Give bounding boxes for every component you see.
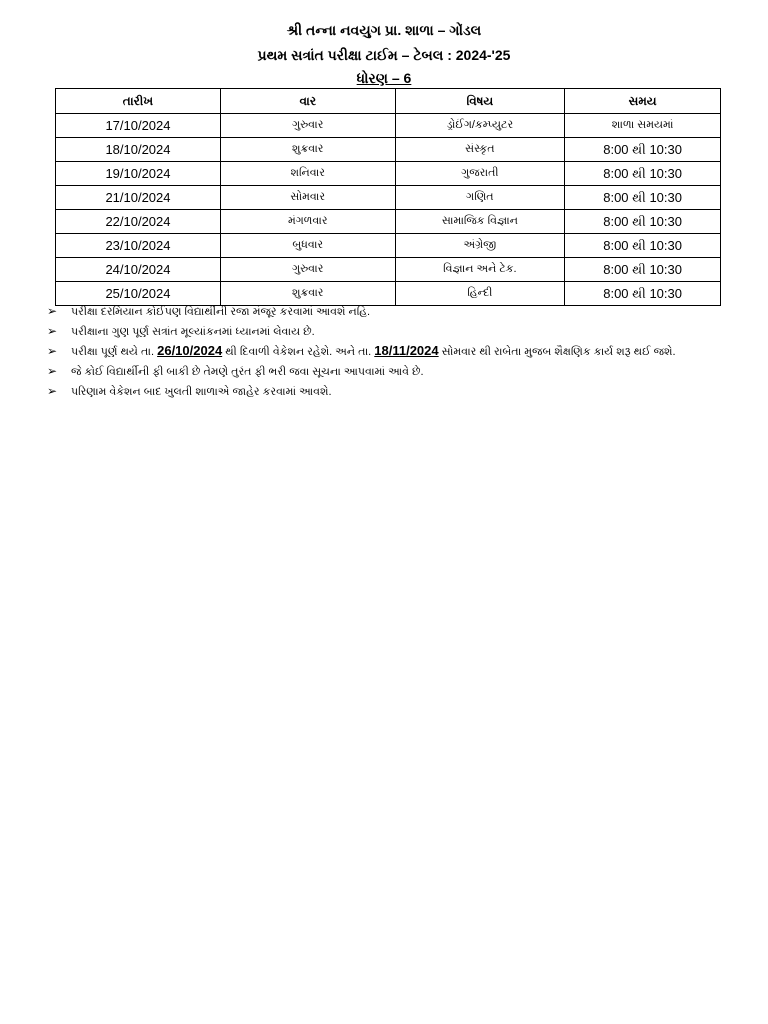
date-cell: 24/10/2024: [56, 258, 221, 282]
day-cell: શનિવાર: [220, 162, 395, 186]
arrow-bullet-icon: ➢: [47, 384, 58, 398]
arrow-bullet-icon: ➢: [47, 364, 58, 378]
list-item: [47, 321, 747, 341]
table-row: [56, 234, 721, 258]
vacation-start-date: 26/10/2024: [157, 343, 223, 358]
subject-cell: વિજ્ઞાન અને ટેક.: [395, 258, 565, 282]
date-cell: 25/10/2024: [56, 282, 221, 306]
date-cell: 22/10/2024: [56, 210, 221, 234]
time-cell: 8:00 થી 10:30: [565, 210, 721, 234]
day-cell: મંગળવાર: [220, 210, 395, 234]
time-cell: 8:00 થી 10:30: [565, 138, 721, 162]
standard-label: ધોરણ – 6: [356, 70, 412, 86]
timetable-title: પ્રથમ સત્રાંત પરીક્ષા ટાઈમ – ટેબલ : 2024-'25: [257, 47, 511, 63]
time-cell: 8:00 થી 10:30: [565, 186, 721, 210]
instructions-list: [47, 301, 747, 401]
subject-cell: ડ્રોઈંગ/કમ્પ્યુટર: [395, 114, 565, 138]
table-row: [56, 258, 721, 282]
col-subject-header: વિષય: [395, 89, 565, 114]
date-cell: 23/10/2024: [56, 234, 221, 258]
day-cell: સોમવાર: [220, 186, 395, 210]
exam-timetable: [55, 88, 721, 306]
day-cell: શુક્રવાર: [220, 138, 395, 162]
school-name: શ્રી તન્ના નવયુગ પ્રા. શાળા – ગોંડલ: [286, 22, 482, 38]
note-text: પરીક્ષાના ગુણ પૂર્ણ સત્રાંત મૂલ્યાંકનમાં ધ્યાનમાં લેવાય છે.: [71, 326, 315, 338]
subject-cell: ગણિત: [395, 186, 565, 210]
table-row: [56, 210, 721, 234]
table-row: [56, 162, 721, 186]
note-text: જે કોઈ વિદ્યાર્થીની ફી બાકી છે તેમણે તુરંત ફી ભરી જવા સૂચના આપવામાં આવે છે.: [71, 366, 424, 378]
note-text: થી દિવાળી વેકેશન રહેશે. અને તા.: [222, 346, 375, 358]
list-item: [47, 341, 747, 361]
table-row: [56, 186, 721, 210]
note-text: પરીક્ષા દરમિયાન કોઈપણ વિદ્યાર્થીની રજા મંજૂર કરવામાં આવશે નહિ.: [71, 306, 371, 318]
date-cell: 21/10/2024: [56, 186, 221, 210]
note-text: સોમવાર થી રાબેતા મુજબ શૈક્ષણિક કાર્ય શરૂ થઈ જશે.: [438, 346, 676, 358]
col-time-header: સમય: [565, 89, 721, 114]
list-item: [47, 361, 747, 381]
time-cell: 8:00 થી 10:30: [565, 258, 721, 282]
date-cell: 18/10/2024: [56, 138, 221, 162]
subject-cell: અંગ્રેજી: [395, 234, 565, 258]
arrow-bullet-icon: ➢: [47, 304, 58, 318]
date-cell: 19/10/2024: [56, 162, 221, 186]
note-text: પરિણામ વેકેશન બાદ ખુલતી શાળાએ જાહેર કરવામાં આવશે.: [71, 386, 332, 398]
list-item: [47, 301, 747, 321]
time-cell: શાળા સમયમાં: [565, 114, 721, 138]
day-cell: બુધવાર: [220, 234, 395, 258]
day-cell: ગુરુવાર: [220, 258, 395, 282]
table-row: [56, 114, 721, 138]
subject-cell: ગુજરાતી: [395, 162, 565, 186]
day-cell: ગુરુવાર: [220, 114, 395, 138]
time-cell: 8:00 થી 10:30: [565, 282, 721, 306]
table-header-row: [56, 89, 721, 114]
subject-cell: સામાજિક વિજ્ઞાન: [395, 210, 565, 234]
arrow-bullet-icon: ➢: [47, 344, 58, 358]
note-text: પરીક્ષા પૂર્ણ થયે તા.: [71, 346, 158, 358]
arrow-bullet-icon: ➢: [47, 324, 58, 338]
date-cell: 17/10/2024: [56, 114, 221, 138]
subject-cell: હિન્દી: [395, 282, 565, 306]
table-row: [56, 138, 721, 162]
standard-heading: [0, 70, 768, 87]
time-cell: 8:00 થી 10:30: [565, 162, 721, 186]
time-cell: 8:00 થી 10:30: [565, 234, 721, 258]
school-reopen-date: 18/11/2024: [374, 343, 439, 358]
day-cell: શુક્રવાર: [220, 282, 395, 306]
list-item: [47, 381, 747, 401]
subject-cell: સંસ્કૃત: [395, 138, 565, 162]
col-day-header: વાર: [220, 89, 395, 114]
col-date-header: તારીખ: [56, 89, 221, 114]
